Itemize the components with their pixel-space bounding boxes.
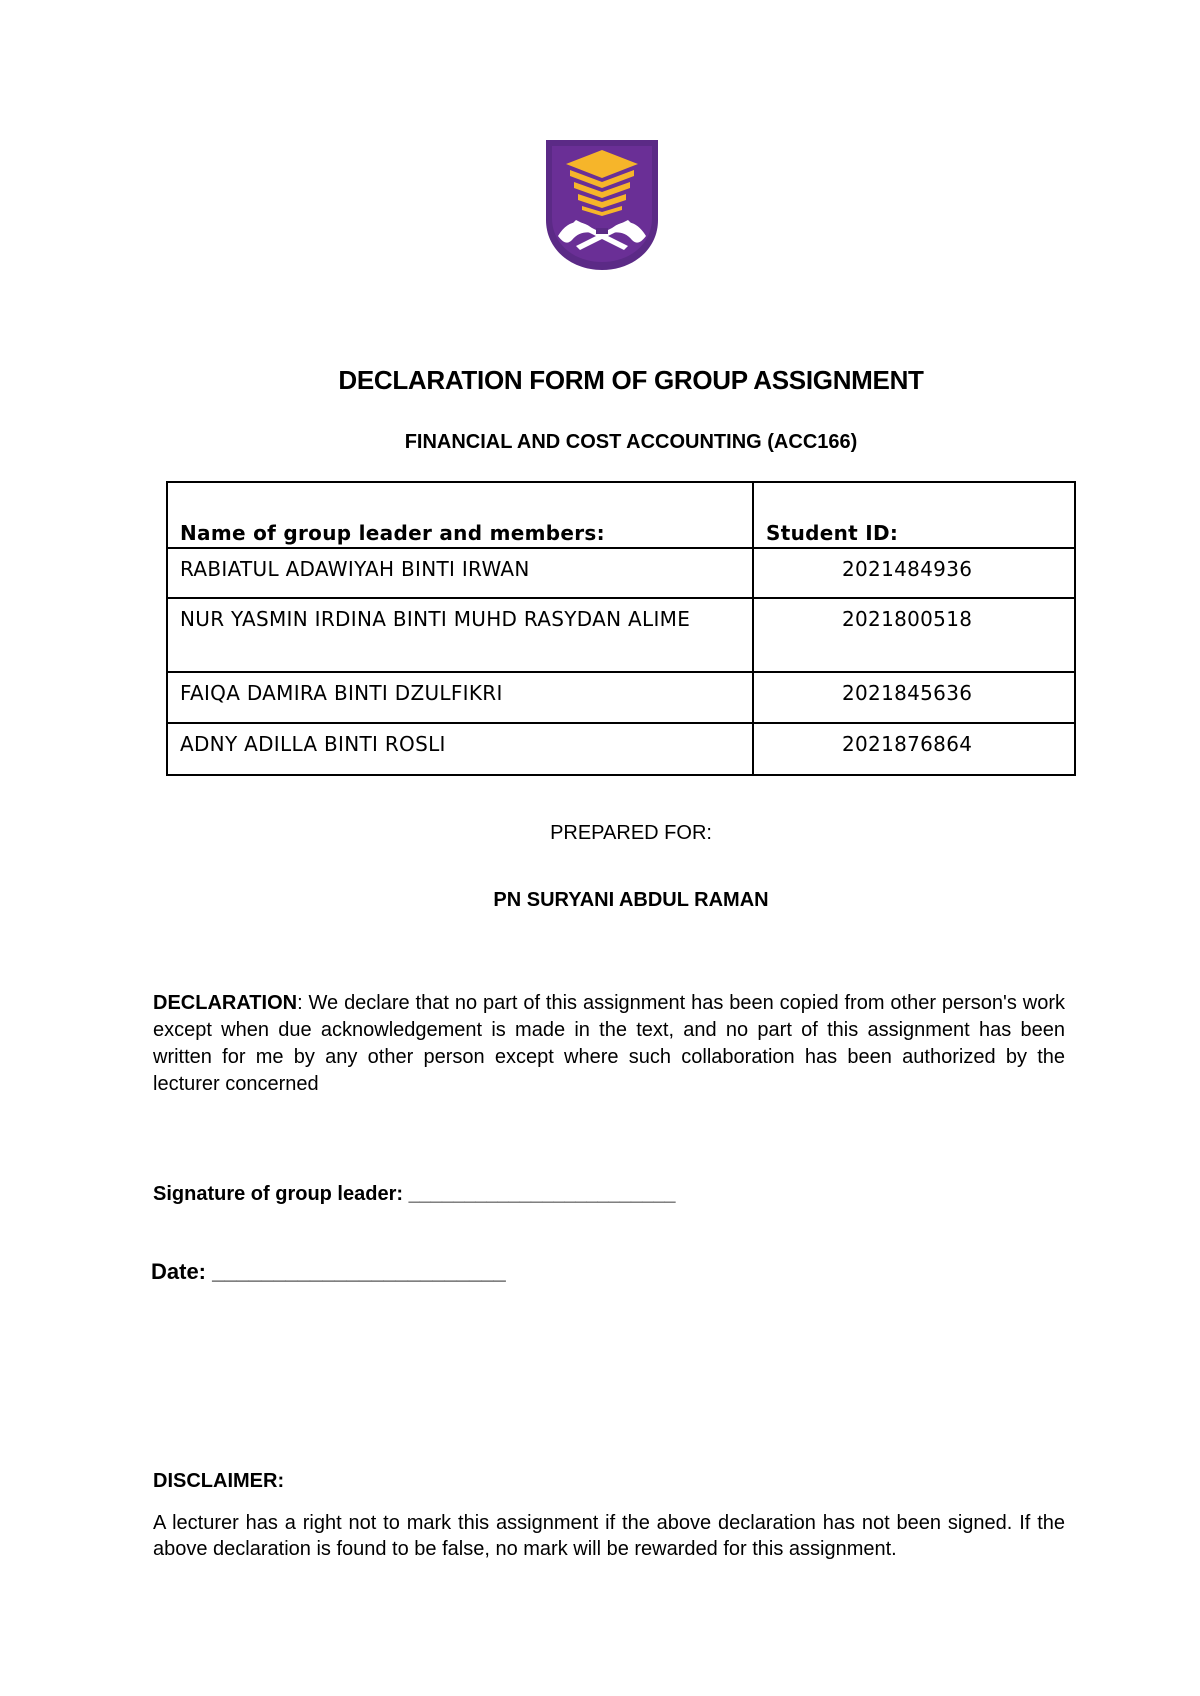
course-subtitle: FINANCIAL AND COST ACCOUNTING (ACC166) — [404, 431, 858, 453]
declaration-label: DECLARATION — [153, 992, 298, 1014]
lecturer-name: PN SURYANI ABDUL RAMAN — [493, 889, 769, 911]
member-student-id: 2021484936 — [753, 548, 1075, 598]
signature-line: ________________________ — [408, 1183, 676, 1205]
table-row — [167, 723, 1075, 775]
table-row — [167, 548, 1075, 598]
date-field — [151, 1259, 506, 1285]
member-name: NUR YASMIN IRDINA BINTI MUHD RASYDAN ALIME — [167, 598, 753, 672]
page-title: DECLARATION FORM OF GROUP ASSIGNMENT — [338, 365, 924, 395]
member-student-id: 2021800518 — [753, 598, 1075, 672]
disclaimer-heading: DISCLAIMER: — [153, 1470, 285, 1492]
uitm-crest-icon — [546, 140, 658, 270]
signature-label: Signature of group leader: — [153, 1183, 404, 1205]
member-name: FAIQA DAMIRA BINTI DZULFIKRI — [167, 672, 753, 723]
name-column-header: Name of group leader and members: — [167, 482, 753, 548]
date-line: ________________________ — [212, 1259, 506, 1284]
student-id-column-header: Student ID: — [753, 482, 1075, 548]
declaration-paragraph — [153, 990, 1065, 1098]
prepared-for-label: PREPARED FOR: — [550, 822, 712, 844]
member-name: ADNY ADILLA BINTI ROSLI — [167, 723, 753, 775]
crest-graphic — [546, 140, 658, 270]
signature-field — [153, 1183, 676, 1206]
table-row — [167, 598, 1075, 672]
member-student-id: 2021876864 — [753, 723, 1075, 775]
date-label: Date: — [151, 1259, 207, 1284]
declaration-text: : We declare that no part of this assignment has been copied from other person's work except when due acknowledgement is made in the text, and no part of this assignment has been written for me by any other person except where such collaboration has been authorized by the lecturer concerned — [153, 992, 1065, 1095]
members-table — [166, 481, 1076, 776]
table-row — [167, 672, 1075, 723]
member-name: RABIATUL ADAWIYAH BINTI IRWAN — [167, 548, 753, 598]
member-student-id: 2021845636 — [753, 672, 1075, 723]
disclaimer-text: A lecturer has a right not to mark this assignment if the above declaration has not been signed. If the above declaration is found to be false, no mark will be rewarded for this assignment. — [153, 1512, 1065, 1560]
table-header-row — [167, 482, 1075, 548]
